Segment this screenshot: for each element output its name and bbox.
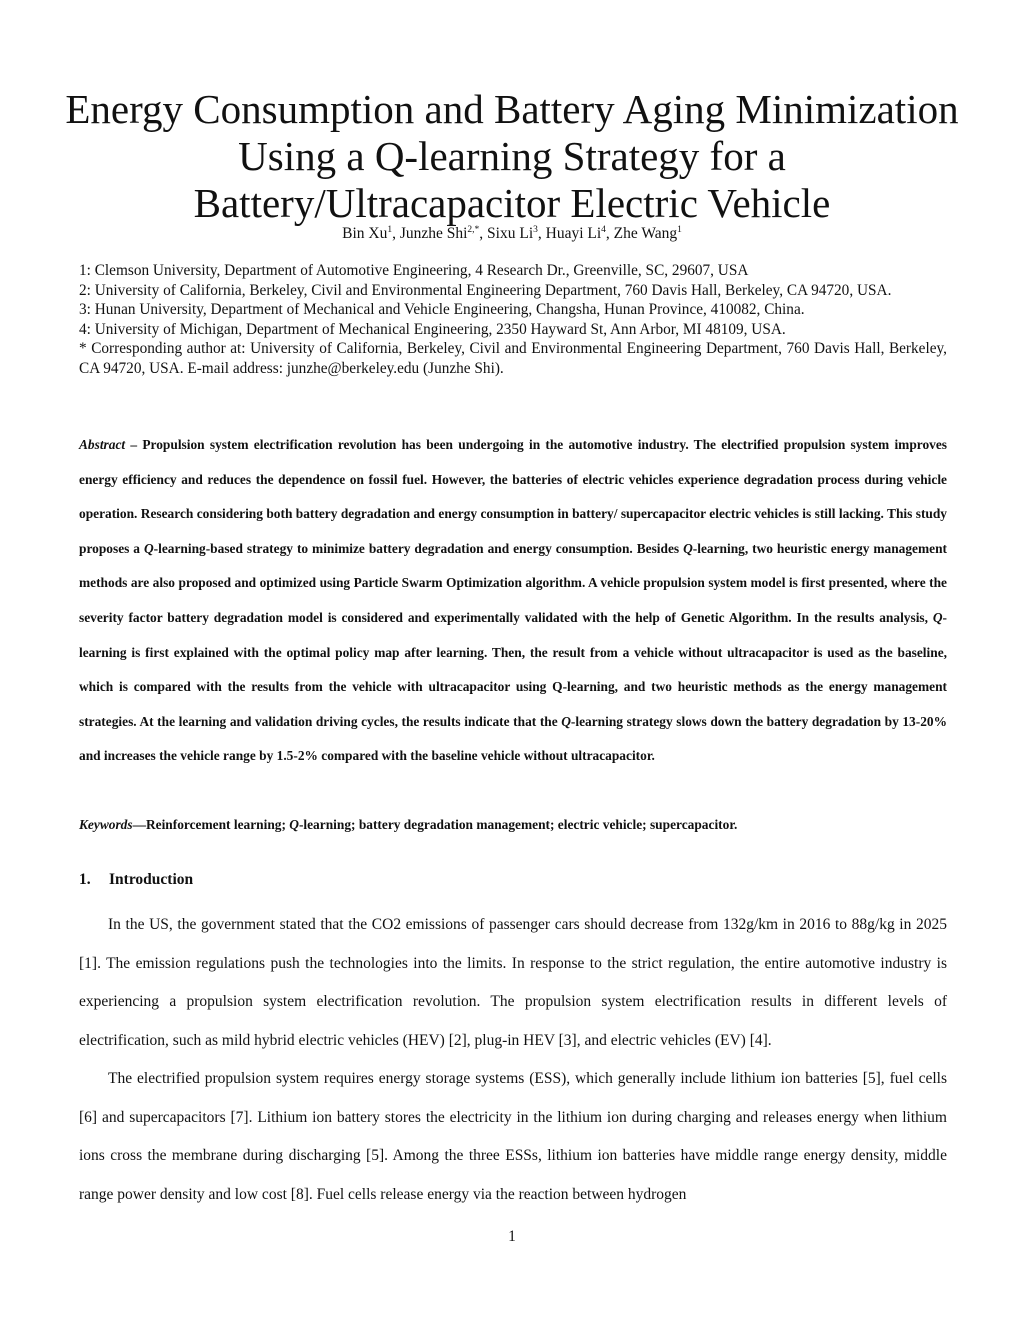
- body-paragraph-1: In the US, the government stated that the CO2 emissions of passenger cars should decrease from 132g/km in 2016 to 88g/kg in 2025 [1]. The emission regulations push the technologies into the limits. In response to the strict regulation, the entire automotive industry is experiencing a propulsion system electrification revolution. The propulsion system electrification results in different levels of electrification, such as mild hybrid electric vehicles (HEV) [2], plug-in HEV [3], and electric vehicles (EV) [4].: [79, 916, 947, 1049]
- keywords-q-symbol: Q: [289, 817, 299, 832]
- author-affil-mark: 2,*: [467, 225, 480, 235]
- author-name: Sixu Li: [487, 225, 534, 242]
- abstract-q-symbol: Q: [561, 713, 571, 729]
- author-name: Zhe Wang: [613, 225, 678, 242]
- author-affil-mark: 3: [533, 225, 538, 235]
- section-heading-introduction: [79, 869, 193, 891]
- author-affil-mark: 1: [387, 225, 393, 235]
- affiliation-4: 4: University of Michigan, Department of Mechanical Engineering, 2350 Hayward St, Ann Arbor, MI 48109, USA.: [79, 320, 786, 338]
- abstract: [79, 428, 947, 774]
- paper-title: Energy Consumption and Battery Aging Minimization Using a Q-learning Strategy for a Battery/Ultracapacitor Electric Vehicle: [65, 86, 959, 226]
- abstract-text: -learning-based strategy to minimize battery degradation and energy consumption. Besides: [153, 540, 684, 556]
- abstract-text: Propulsion system electrification revolution has been undergoing in the automotive industry. The electrified propulsion system improves energy efficiency and reduces the dependence on fossil fuel. However, the batteries of electric vehicles experience degradation process during vehicle operation. Research considering both battery degradation and energy consumption in battery/ supercapacitor electric vehicles is still lacking. This study proposes a: [79, 437, 948, 556]
- keywords-text: Reinforcement learning;: [145, 817, 290, 832]
- author-affil-mark: 1: [677, 225, 682, 235]
- abstract-q-symbol: Q: [932, 609, 943, 625]
- abstract-q-symbol: Q: [683, 540, 693, 556]
- affiliation-3: 3: Hunan University, Department of Mechanical and Vehicle Engineering, Changsha, Hunan Province, 410082, China.: [79, 301, 805, 318]
- author-name: Bin Xu: [342, 225, 388, 242]
- author-affil-mark: 4: [601, 225, 606, 235]
- section-title: Introduction: [109, 871, 194, 888]
- corresponding-author: * Corresponding author at: University of California, Berkeley, Civil and Environmental Engineering Department, 760 Davis Hall, Berkeley, CA 94720, USA. E-mail address: junzhe@berkeley.edu (Junzhe Shi).: [79, 340, 947, 377]
- abstract-text: -learning strategy slows down the battery degradation by 13-20% and increases the vehicle range by 1.5-2% compared with the baseline vehicle without ultracapacitor.: [79, 713, 947, 764]
- body-paragraph-2: The electrified propulsion system requires energy storage systems (ESS), which generally include lithium ion batteries [5], fuel cells [6] and supercapacitors [7]. Lithium ion battery stores the electricity in the lithium ion during charging and releases energy when lithium ions cross the membrane during discharging [5]. Among the three ESSs, lithium ion batteries have middle range energy density, middle range power density and low cost [8]. Fuel cells release energy via the reaction between hydrogen: [79, 1070, 947, 1203]
- affiliation-1: 1: Clemson University, Department of Automotive Engineering, 4 Research Dr., Greenville, SC, 29607, USA: [79, 262, 749, 279]
- abstract-dash: –: [125, 437, 143, 452]
- keywords: [79, 813, 947, 837]
- abstract-label: Abstract: [79, 437, 126, 452]
- abstract-q-symbol: Q: [143, 540, 154, 556]
- affiliation-2: 2: University of California, Berkeley, Civil and Environmental Engineering Department, 760 Davis Hall, Berkeley, CA 94720, USA.: [79, 281, 892, 299]
- abstract-text: -learning is first explained with the optimal policy map after learning. Then, the result from a vehicle without ultracapacitor is used as the baseline, which is compared with the results from the vehicle with ultracapacitor using Q-learning, and two heuristic methods as the energy management strategies. At the learning and validation driving cycles, the results indicate that the: [79, 609, 947, 729]
- author-name: Huayi Li: [545, 225, 602, 242]
- affiliation-list: [79, 261, 947, 378]
- keywords-text: -learning; battery degradation management; electric vehicle; supercapacitor.: [298, 817, 738, 832]
- author-list: Bin Xu$^1$, Junzhe Shi$^{2,*}$, Sixu Li$^3$, Huayi Li$^4$, Zhe Wang$^1$: [342, 225, 682, 242]
- section-number: 1.: [79, 871, 91, 888]
- keywords-dash: —: [132, 817, 146, 832]
- abstract-text: -learning, two heuristic energy management methods are also proposed and optimized using Particle Swarm Optimization algorithm. A vehicle propulsion system model is first presented, where the severity factor battery degradation model is considered and experimentally validated with the help of Genetic Algorithm. In the results analysis,: [79, 540, 947, 625]
- keywords-label: Keywords: [79, 817, 133, 832]
- author-name: Junzhe Shi: [399, 225, 468, 242]
- page-number: 1: [508, 1228, 516, 1245]
